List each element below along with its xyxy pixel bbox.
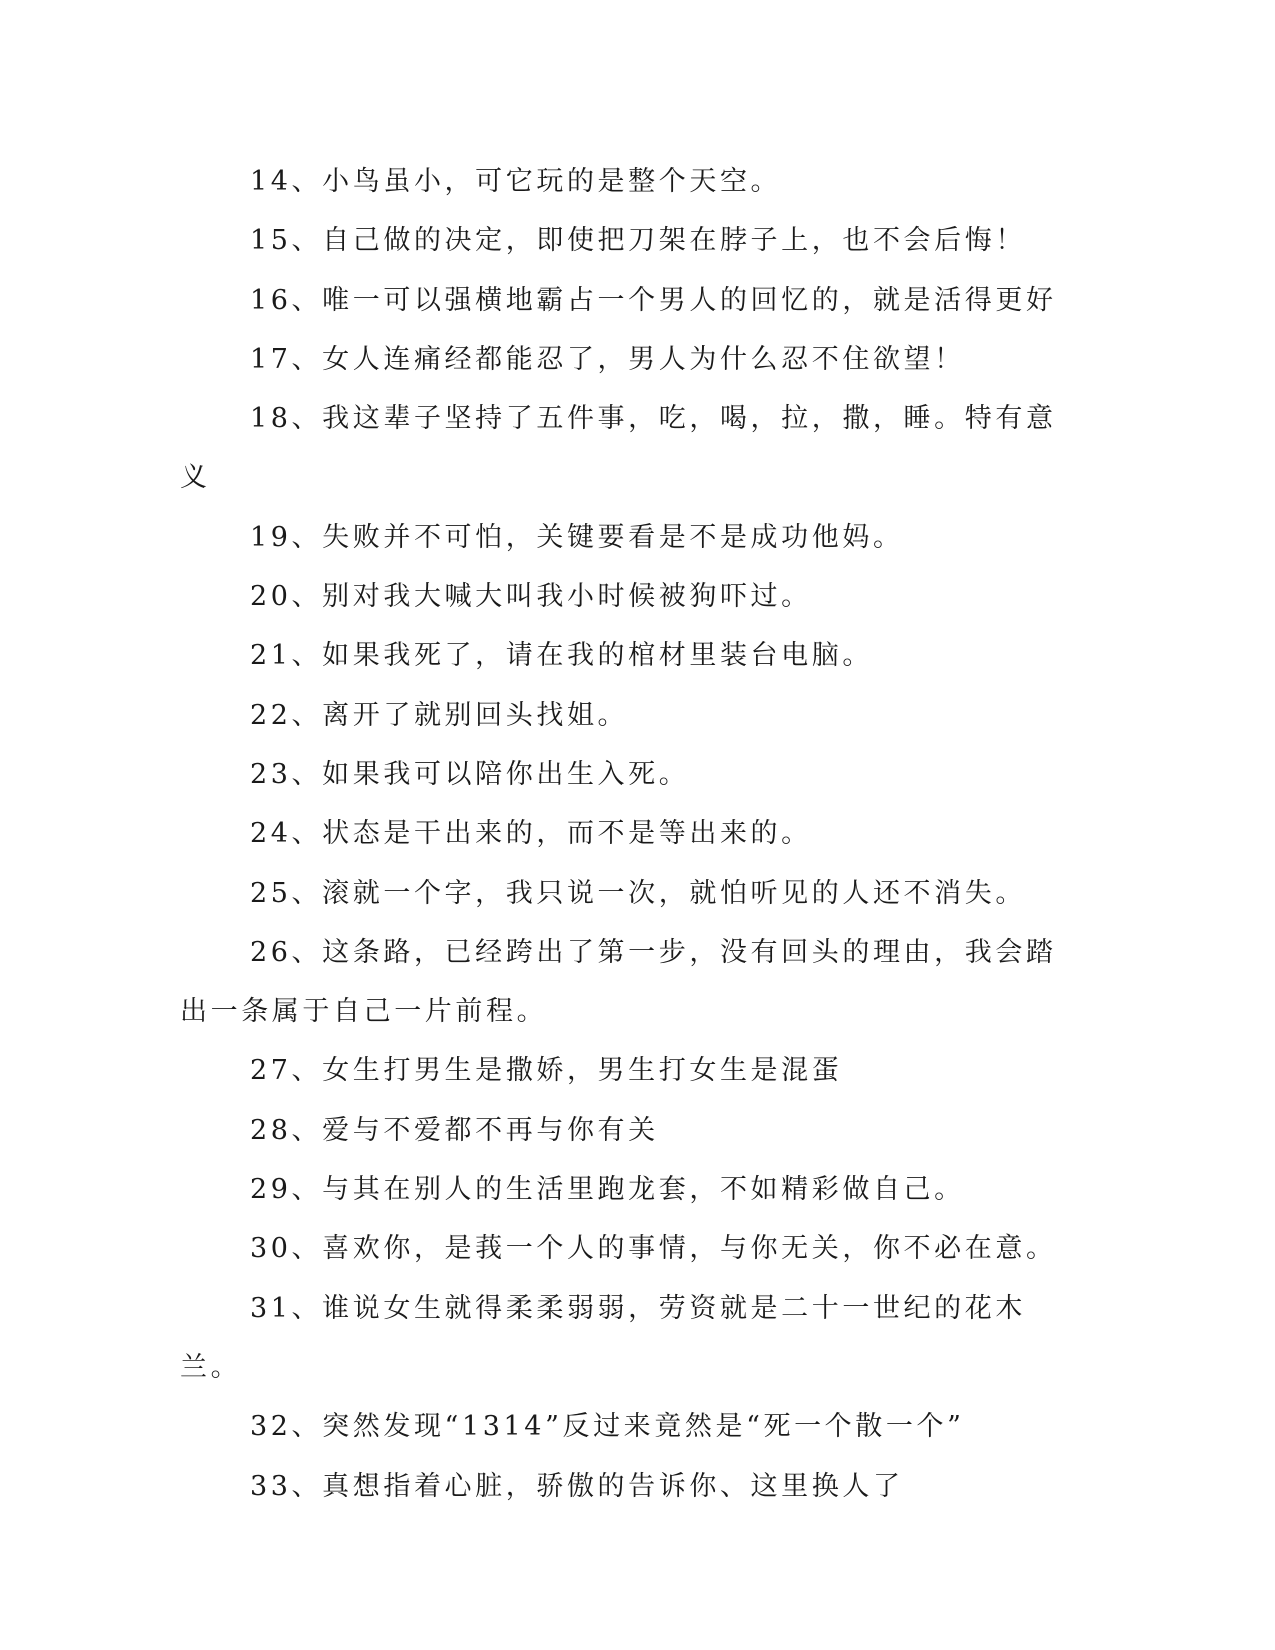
paragraph: 25、滚就一个字，我只说一次，就怕听见的人还不消失。 xyxy=(250,877,1026,909)
paragraph: 32、突然发现“1314”反过来竟然是“死一个散一个” xyxy=(250,1411,965,1443)
paragraph: 33、真想指着心脏，骄傲的告诉你、这里换人了 xyxy=(250,1470,904,1502)
paragraph: 24、状态是干出来的，而不是等出来的。 xyxy=(250,818,812,850)
paragraph: 28、爱与不爱都不再与你有关 xyxy=(250,1114,659,1146)
paragraph: 19、失败并不可怕，关键要看是不是成功他妈。 xyxy=(250,521,904,553)
paragraph: 27、女生打男生是撒娇，男生打女生是混蛋 xyxy=(250,1055,843,1087)
paragraph: 17、女人连痛经都能忍了，男人为什么忍不住欲望！ xyxy=(250,343,965,375)
paragraph: 30、喜欢你，是莪一个人的事情，与你无关，你不必在意。 xyxy=(250,1233,1057,1265)
paragraph: 16、唯一可以强横地霸占一个男人的回忆的，就是活得更好 xyxy=(250,284,1057,316)
paragraph: 18、我这辈子坚持了五件事，吃，喝，拉，撒，睡。特有意义 xyxy=(180,403,1057,494)
paragraph: 15、自己做的决定，即使把刀架在脖子上，也不会后悔！ xyxy=(250,225,1026,257)
paragraph: 20、别对我大喊大叫我小时候被狗吓过。 xyxy=(250,581,812,613)
paragraph: 22、离开了就别回头找姐。 xyxy=(250,699,629,731)
paragraph: 21、如果我死了，请在我的棺材里装台电脑。 xyxy=(250,640,873,672)
paragraph: 26、这条路，已经跨出了第一步，没有回头的理由，我会踏出一条属于自己一片前程。 xyxy=(180,936,1057,1028)
document-body xyxy=(180,152,1060,1516)
paragraph: 23、如果我可以陪你出生入死。 xyxy=(250,758,690,790)
paragraph: 29、与其在别人的生活里跑龙套，不如精彩做自己。 xyxy=(250,1174,965,1206)
paragraph: 14、小鸟虽小，可它玩的是整个天空。 xyxy=(250,166,782,197)
paragraph: 31、谁说女生就得柔柔弱弱，劳资就是二十一世纪的花木兰。 xyxy=(180,1292,1026,1383)
